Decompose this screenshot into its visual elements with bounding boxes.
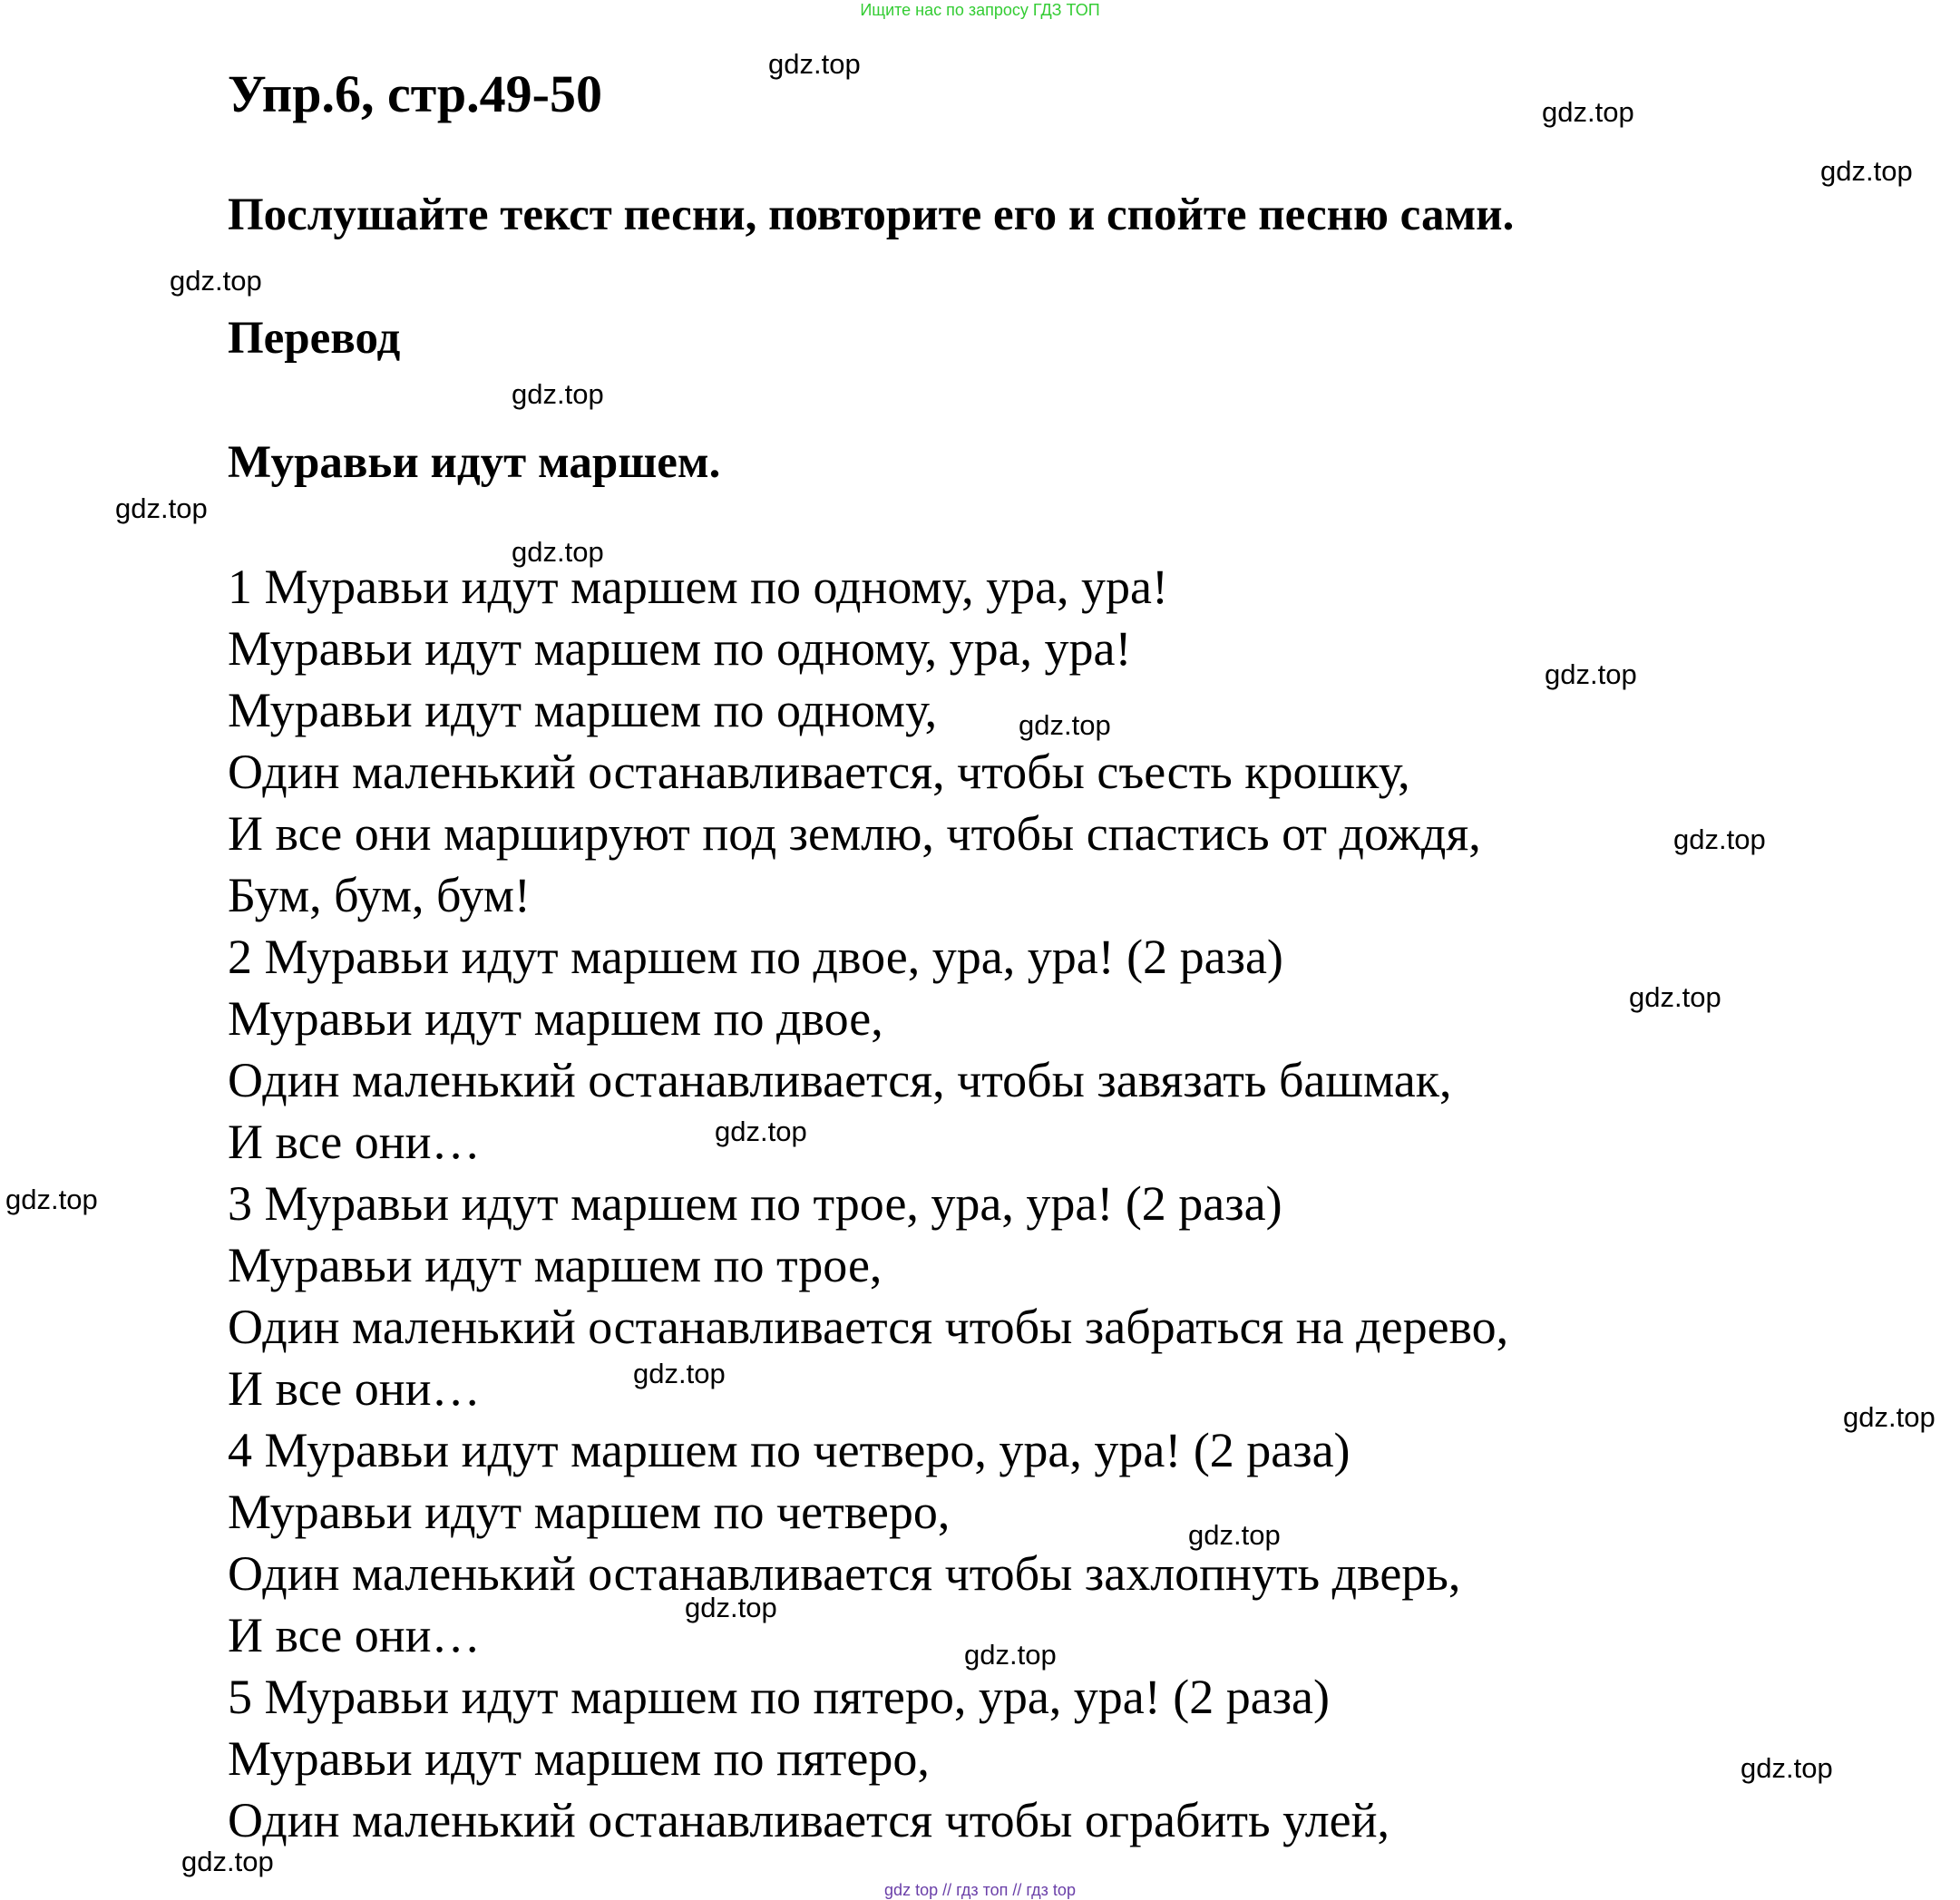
watermark: gdz.top [1542,96,1634,128]
watermark: gdz.top [1188,1519,1281,1551]
bottom-banner: gdz top // гдз топ // гдз top [884,1881,1076,1899]
watermark: gdz.top [633,1358,726,1389]
watermark: gdz.top [685,1592,777,1623]
lyric-line: Один маленький останавливается, чтобы съесть крошку, [228,745,1410,799]
watermark: gdz.top [512,536,604,568]
lyric-line: И все они… [228,1608,481,1662]
lyric-line: Муравьи идут маршем по трое, [228,1238,882,1292]
lyric-line: 2 Муравьи идут маршем по двое, ура, ура! (2 раза) [228,930,1283,984]
lyric-line: Бум, бум, бум! [228,868,531,922]
watermark: gdz.top [964,1639,1057,1671]
lyric-line: 3 Муравьи идут маршем по трое, ура, ура! (2 раза) [228,1176,1282,1231]
watermark: gdz.top [5,1184,98,1215]
lyric-line: И все они… [228,1361,481,1416]
watermark: gdz.top [768,48,861,80]
lyric-line: Один маленький останавливается, чтобы завязать башмак, [228,1053,1452,1107]
watermark: gdz.top [1629,981,1721,1013]
lyric-line: 5 Муравьи идут маршем по пятеро, ура, ура! (2 раза) [228,1670,1330,1724]
lyric-line: 1 Муравьи идут маршем по одному, ура, ура! [228,560,1168,614]
watermark: gdz.top [1545,658,1637,690]
lyric-line: Один маленький останавливается чтобы ограбить улей, [228,1793,1390,1847]
watermark: gdz.top [715,1116,807,1147]
watermark: gdz.top [1843,1401,1936,1433]
lyric-line: Муравьи идут маршем по пятеро, [228,1731,930,1786]
watermark: gdz.top [115,492,208,524]
watermark: gdz.top [512,378,604,410]
page-title: Упр.6, стр.49-50 [228,64,602,123]
watermark: gdz.top [1820,155,1913,187]
watermark: gdz.top [181,1846,274,1877]
lyric-line: Муравьи идут маршем по одному, ура, ура! [228,621,1132,676]
song-title: Муравьи идут маршем. [228,437,721,488]
lyric-line: Один маленький останавливается чтобы захлопнуть дверь, [228,1546,1461,1601]
top-banner: Ищите нас по запросу ГДЗ ТОП [860,1,1100,19]
lyric-line: 4 Муравьи идут маршем по четверо, ура, ура! (2 раза) [228,1423,1351,1477]
watermark: gdz.top [1741,1752,1833,1784]
watermark: gdz.top [1673,823,1766,855]
lyric-line: Муравьи идут маршем по двое, [228,991,883,1046]
lyric-line: Один маленький останавливается чтобы забраться на дерево, [228,1300,1509,1354]
translation-heading: Перевод [228,313,401,364]
lyric-line: И все они… [228,1115,481,1169]
lyric-line: Муравьи идут маршем по одному, [228,683,938,737]
exercise-instruction: Послушайте текст песни, повторите его и спойте песню сами. [228,190,1515,240]
lyric-line: Муравьи идут маршем по четверо, [228,1485,951,1539]
watermark: gdz.top [170,265,262,297]
watermark: gdz.top [1019,709,1111,741]
song-lyrics [228,556,1508,1851]
lyric-line: И все они маршируют под землю, чтобы спастись от дождя, [228,806,1481,861]
